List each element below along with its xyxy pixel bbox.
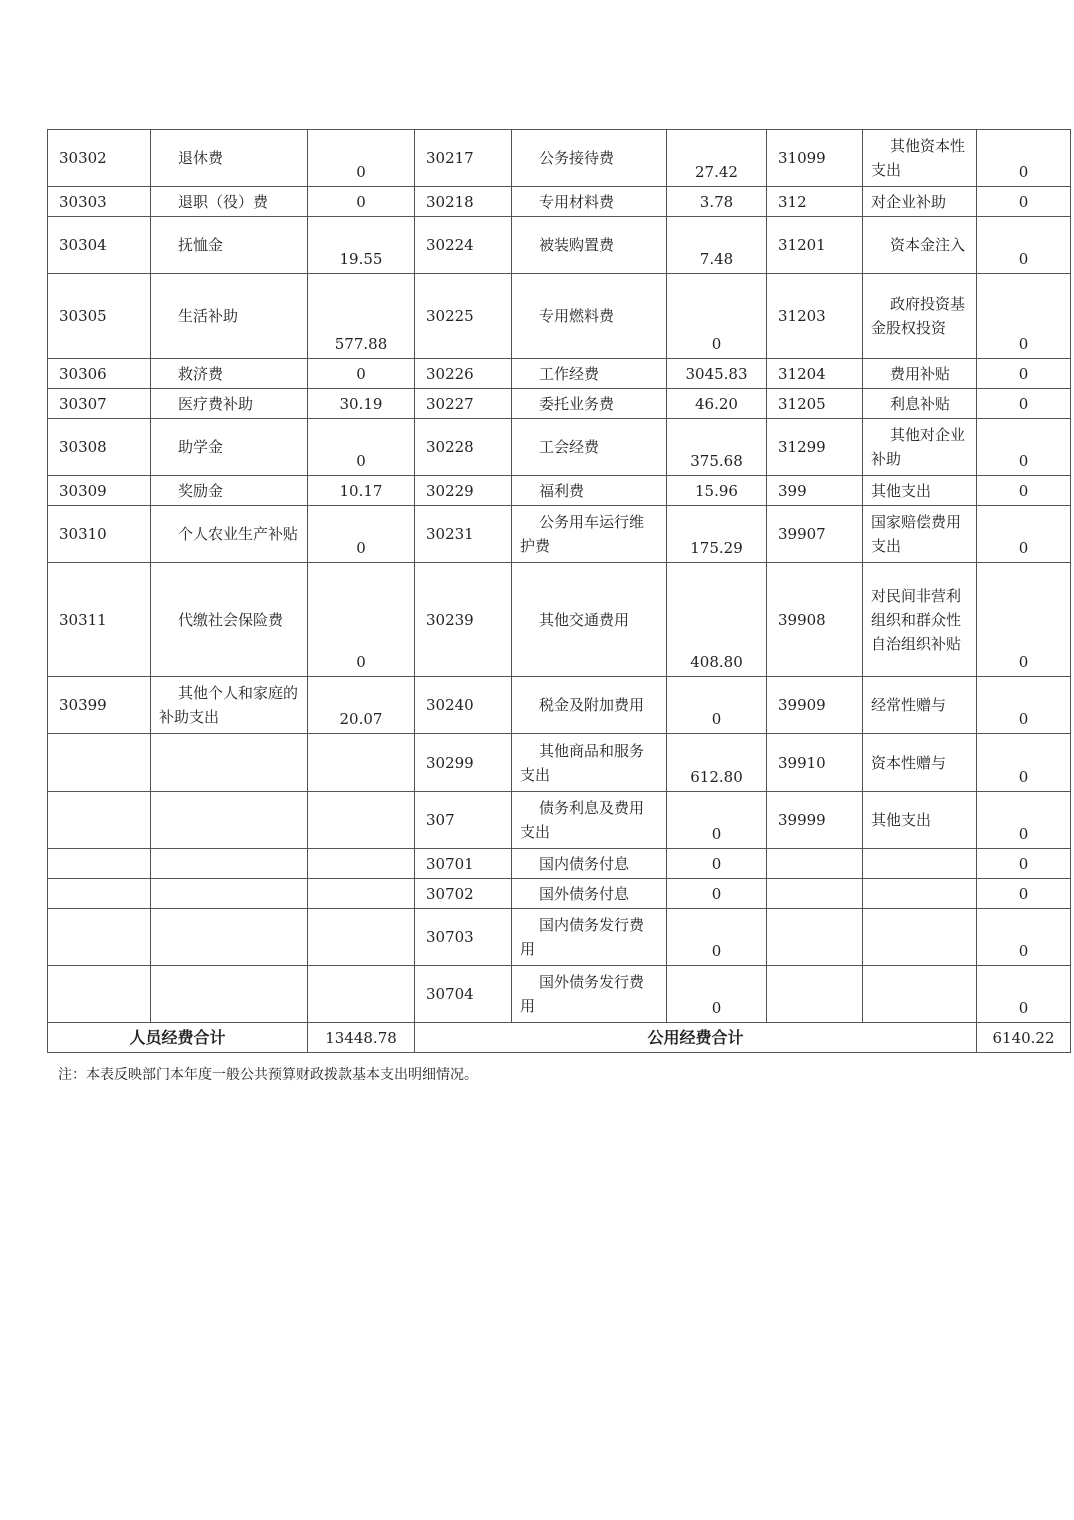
table-row: [48, 506, 1071, 563]
public-name-cell: 国内债务发行费用: [512, 909, 667, 966]
table-row: [48, 476, 1071, 506]
other-amount-cell: 0: [977, 389, 1071, 419]
table-row: [48, 734, 1071, 792]
public-name-cell: 福利费: [512, 476, 667, 506]
personnel-amount-cell: 30.19: [308, 389, 415, 419]
public-code-cell: 30239: [415, 563, 512, 677]
public-name-cell: 债务利息及费用支出: [512, 792, 667, 849]
public-amount-cell: 0: [667, 677, 767, 734]
totals-row: [48, 1023, 1071, 1053]
table-note: 注：本表反映部门本年度一般公共预算财政拨款基本支出明细情况。: [58, 1067, 478, 1083]
personnel-amount-cell: 577.88: [308, 274, 415, 359]
personnel-name-cell: [151, 792, 308, 849]
personnel-name-cell: 医疗费补助: [151, 389, 308, 419]
public-total-value: 6140.22: [977, 1023, 1071, 1053]
public-code-cell: 30231: [415, 506, 512, 563]
public-code-cell: 30225: [415, 274, 512, 359]
table-row: [48, 879, 1071, 909]
personnel-name-cell: 助学金: [151, 419, 308, 476]
table-row: [48, 217, 1071, 274]
other-amount-cell: 0: [977, 734, 1071, 792]
other-amount-cell: 0: [977, 506, 1071, 563]
personnel-name-cell: [151, 734, 308, 792]
personnel-name-cell: 救济费: [151, 359, 308, 389]
basic-expenditure-table: [47, 129, 1071, 1053]
other-amount-cell: 0: [977, 130, 1071, 187]
personnel-name-cell: 退职（役）费: [151, 187, 308, 217]
other-name-cell: [863, 966, 977, 1023]
other-code-cell: 31205: [767, 389, 863, 419]
public-amount-cell: 0: [667, 879, 767, 909]
other-code-cell: 31201: [767, 217, 863, 274]
personnel-name-cell: [151, 966, 308, 1023]
personnel-amount-cell: 20.07: [308, 677, 415, 734]
personnel-total-label: 人员经费合计: [48, 1023, 308, 1053]
other-amount-cell: 0: [977, 274, 1071, 359]
personnel-name-cell: 退休费: [151, 130, 308, 187]
other-name-cell: 资本性赠与: [863, 734, 977, 792]
public-code-cell: 30703: [415, 909, 512, 966]
personnel-code-cell: [48, 849, 151, 879]
personnel-amount-cell: 0: [308, 419, 415, 476]
personnel-code-cell: [48, 966, 151, 1023]
other-name-cell: [863, 879, 977, 909]
personnel-amount-cell: [308, 966, 415, 1023]
public-amount-cell: 0: [667, 792, 767, 849]
other-name-cell: 经常性赠与: [863, 677, 977, 734]
other-code-cell: [767, 879, 863, 909]
public-amount-cell: 0: [667, 966, 767, 1023]
personnel-name-cell: 其他个人和家庭的补助支出: [151, 677, 308, 734]
other-code-cell: 39910: [767, 734, 863, 792]
public-code-cell: 30299: [415, 734, 512, 792]
public-name-cell: 税金及附加费用: [512, 677, 667, 734]
table-row: [48, 130, 1071, 187]
public-name-cell: 委托业务费: [512, 389, 667, 419]
other-code-cell: 31203: [767, 274, 863, 359]
personnel-code-cell: 30303: [48, 187, 151, 217]
table-row: [48, 419, 1071, 476]
personnel-code-cell: [48, 879, 151, 909]
personnel-code-cell: [48, 909, 151, 966]
other-code-cell: 399: [767, 476, 863, 506]
other-amount-cell: 0: [977, 966, 1071, 1023]
other-amount-cell: 0: [977, 792, 1071, 849]
public-name-cell: 其他商品和服务支出: [512, 734, 667, 792]
other-code-cell: 312: [767, 187, 863, 217]
other-name-cell: [863, 849, 977, 879]
other-name-cell: 费用补贴: [863, 359, 977, 389]
personnel-code-cell: [48, 792, 151, 849]
personnel-code-cell: 30309: [48, 476, 151, 506]
personnel-code-cell: 30306: [48, 359, 151, 389]
personnel-amount-cell: [308, 734, 415, 792]
personnel-code-cell: 30311: [48, 563, 151, 677]
other-code-cell: [767, 966, 863, 1023]
personnel-amount-cell: 0: [308, 359, 415, 389]
personnel-name-cell: 抚恤金: [151, 217, 308, 274]
public-amount-cell: 15.96: [667, 476, 767, 506]
other-name-cell: 资本金注入: [863, 217, 977, 274]
public-name-cell: 工作经费: [512, 359, 667, 389]
table-row: [48, 792, 1071, 849]
other-code-cell: 31204: [767, 359, 863, 389]
personnel-code-cell: [48, 734, 151, 792]
public-amount-cell: 7.48: [667, 217, 767, 274]
other-name-cell: 政府投资基金股权投资: [863, 274, 977, 359]
public-amount-cell: 175.29: [667, 506, 767, 563]
other-amount-cell: 0: [977, 909, 1071, 966]
public-amount-cell: 612.80: [667, 734, 767, 792]
table-row: [48, 389, 1071, 419]
public-code-cell: 30701: [415, 849, 512, 879]
other-code-cell: 31299: [767, 419, 863, 476]
public-code-cell: 307: [415, 792, 512, 849]
public-name-cell: 其他交通费用: [512, 563, 667, 677]
public-code-cell: 30226: [415, 359, 512, 389]
table-row: [48, 359, 1071, 389]
table-row: [48, 187, 1071, 217]
public-code-cell: 30218: [415, 187, 512, 217]
public-name-cell: 工会经费: [512, 419, 667, 476]
other-amount-cell: 0: [977, 419, 1071, 476]
other-amount-cell: 0: [977, 563, 1071, 677]
other-amount-cell: 0: [977, 217, 1071, 274]
other-name-cell: 国家赔偿费用支出: [863, 506, 977, 563]
other-code-cell: 39909: [767, 677, 863, 734]
public-amount-cell: 3045.83: [667, 359, 767, 389]
public-amount-cell: 0: [667, 849, 767, 879]
other-amount-cell: 0: [977, 476, 1071, 506]
personnel-code-cell: 30307: [48, 389, 151, 419]
public-code-cell: 30240: [415, 677, 512, 734]
personnel-amount-cell: 0: [308, 563, 415, 677]
public-name-cell: 国内债务付息: [512, 849, 667, 879]
public-code-cell: 30702: [415, 879, 512, 909]
other-code-cell: [767, 849, 863, 879]
other-code-cell: 31099: [767, 130, 863, 187]
other-amount-cell: 0: [977, 849, 1071, 879]
other-name-cell: 其他支出: [863, 476, 977, 506]
other-code-cell: 39908: [767, 563, 863, 677]
table-row: [48, 274, 1071, 359]
public-amount-cell: 3.78: [667, 187, 767, 217]
personnel-name-cell: [151, 849, 308, 879]
public-amount-cell: 408.80: [667, 563, 767, 677]
personnel-name-cell: 个人农业生产补贴: [151, 506, 308, 563]
public-code-cell: 30227: [415, 389, 512, 419]
table-body: [48, 130, 1071, 1023]
personnel-amount-cell: [308, 849, 415, 879]
table-row: [48, 677, 1071, 734]
other-code-cell: [767, 909, 863, 966]
personnel-code-cell: 30304: [48, 217, 151, 274]
personnel-amount-cell: 19.55: [308, 217, 415, 274]
public-amount-cell: 46.20: [667, 389, 767, 419]
table-row: [48, 909, 1071, 966]
personnel-amount-cell: 0: [308, 130, 415, 187]
personnel-total-value: 13448.78: [308, 1023, 415, 1053]
other-amount-cell: 0: [977, 359, 1071, 389]
other-name-cell: 其他资本性支出: [863, 130, 977, 187]
public-name-cell: 被装购置费: [512, 217, 667, 274]
public-total-label: 公用经费合计: [415, 1023, 977, 1053]
table-row: [48, 966, 1071, 1023]
other-amount-cell: 0: [977, 677, 1071, 734]
personnel-code-cell: 30308: [48, 419, 151, 476]
personnel-code-cell: 30310: [48, 506, 151, 563]
personnel-name-cell: [151, 879, 308, 909]
public-code-cell: 30224: [415, 217, 512, 274]
other-code-cell: 39907: [767, 506, 863, 563]
personnel-amount-cell: [308, 792, 415, 849]
other-name-cell: 利息补贴: [863, 389, 977, 419]
public-amount-cell: 375.68: [667, 419, 767, 476]
other-code-cell: 39999: [767, 792, 863, 849]
public-code-cell: 30217: [415, 130, 512, 187]
personnel-code-cell: 30305: [48, 274, 151, 359]
other-name-cell: [863, 909, 977, 966]
public-amount-cell: 27.42: [667, 130, 767, 187]
public-code-cell: 30228: [415, 419, 512, 476]
personnel-amount-cell: 0: [308, 187, 415, 217]
other-name-cell: 对企业补助: [863, 187, 977, 217]
other-amount-cell: 0: [977, 187, 1071, 217]
public-amount-cell: 0: [667, 909, 767, 966]
personnel-amount-cell: [308, 909, 415, 966]
public-name-cell: 国外债务付息: [512, 879, 667, 909]
personnel-code-cell: 30399: [48, 677, 151, 734]
public-code-cell: 30704: [415, 966, 512, 1023]
public-name-cell: 公务用车运行维护费: [512, 506, 667, 563]
other-name-cell: 其他对企业补助: [863, 419, 977, 476]
personnel-name-cell: 奖励金: [151, 476, 308, 506]
public-amount-cell: 0: [667, 274, 767, 359]
personnel-amount-cell: [308, 879, 415, 909]
personnel-name-cell: 生活补助: [151, 274, 308, 359]
table-row: [48, 849, 1071, 879]
public-name-cell: 公务接待费: [512, 130, 667, 187]
personnel-amount-cell: 0: [308, 506, 415, 563]
table-row: [48, 563, 1071, 677]
personnel-amount-cell: 10.17: [308, 476, 415, 506]
personnel-name-cell: [151, 909, 308, 966]
public-name-cell: 国外债务发行费用: [512, 966, 667, 1023]
other-name-cell: 对民间非营利组织和群众性自治组织补贴: [863, 563, 977, 677]
other-name-cell: 其他支出: [863, 792, 977, 849]
personnel-name-cell: 代缴社会保险费: [151, 563, 308, 677]
public-name-cell: 专用材料费: [512, 187, 667, 217]
personnel-code-cell: 30302: [48, 130, 151, 187]
other-amount-cell: 0: [977, 879, 1071, 909]
public-name-cell: 专用燃料费: [512, 274, 667, 359]
public-code-cell: 30229: [415, 476, 512, 506]
